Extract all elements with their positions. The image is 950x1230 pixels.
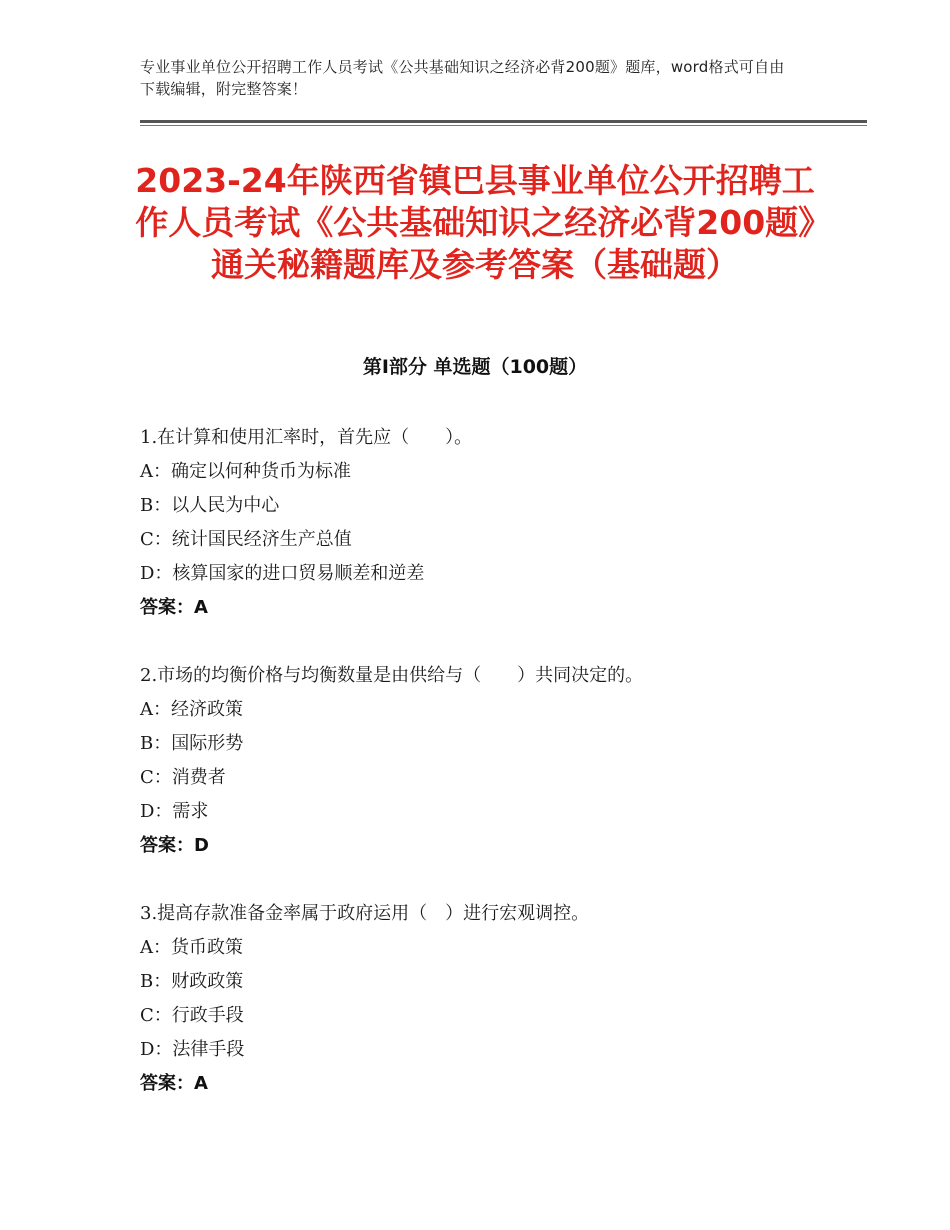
option-b: B：财政政策 — [140, 971, 244, 992]
option-a: A：经济政策 — [140, 699, 243, 720]
option-d: D：需求 — [140, 801, 209, 822]
question-item — [140, 897, 820, 1101]
question-list — [140, 421, 820, 1135]
section-heading: 第Ⅰ部分 单选题（100题） — [362, 356, 588, 378]
option-a: A：货币政策 — [140, 937, 243, 958]
option-b: B：国际形势 — [140, 733, 244, 754]
option-c: C：消费者 — [140, 767, 226, 788]
option-c: C：行政手段 — [140, 1005, 244, 1026]
answer-line: 答案：A — [140, 1073, 208, 1094]
header-divider-thick — [140, 120, 867, 123]
header-note: 专业事业单位公开招聘工作人员考试《公共基础知识之经济必背200题》题库，word格式可自由下载编辑，附完整答案！ — [140, 58, 785, 98]
question-item — [140, 421, 820, 625]
question-item — [140, 659, 820, 863]
option-a: A：确定以何种货币为标准 — [140, 461, 351, 482]
option-b: B：以人民为中心 — [140, 495, 280, 516]
answer-line: 答案：A — [140, 597, 208, 618]
question-stem: 3.提高存款准备金率属于政府运用（ ）进行宏观调控。 — [140, 903, 590, 924]
header-divider-thin — [140, 125, 867, 126]
option-d: D：核算国家的进口贸易顺差和逆差 — [140, 563, 425, 584]
answer-line: 答案：D — [140, 835, 209, 856]
option-d: D：法律手段 — [140, 1039, 245, 1060]
question-stem: 1.在计算和使用汇率时，首先应（ ）。 — [140, 427, 473, 448]
document-title: 2023-24年陕西省镇巴县事业单位公开招聘工作人员考试《公共基础知识之经济必背200题》通关秘籍题库及参考答案（基础题） — [135, 161, 815, 284]
option-c: C：统计国民经济生产总值 — [140, 529, 352, 550]
question-stem: 2.市场的均衡价格与均衡数量是由供给与（ ）共同决定的。 — [140, 665, 644, 686]
